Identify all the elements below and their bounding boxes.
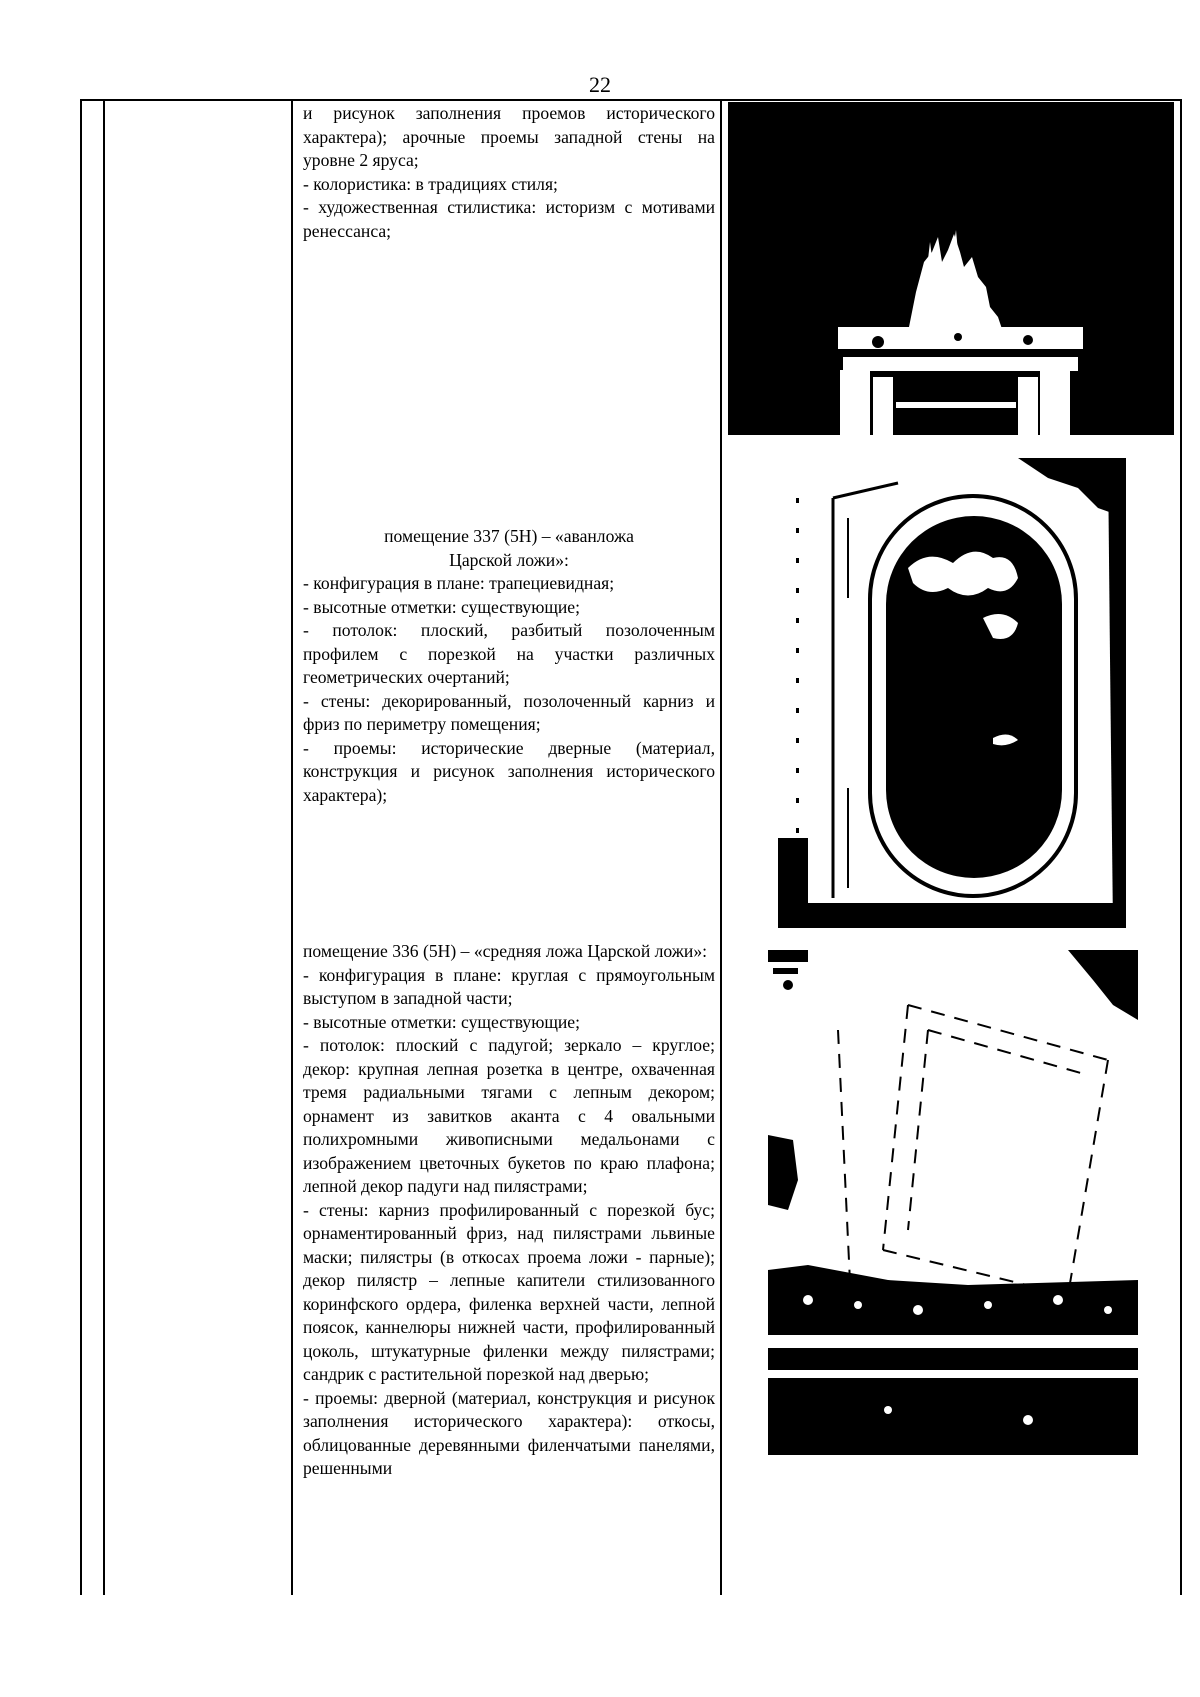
room-heading: помещение 337 (5Н) – «аванложа Царской ложи»: [384, 526, 634, 570]
paragraph: - потолок: плоский, разбитый позолоченным профилем с порезкой на участки различных геометрических очертаний; [303, 620, 715, 687]
paragraph: - стены: карниз профилированный с порезкой бус; орнаментированный фриз, над пилястрами львиные маски; пилястры (в откосах проема ложи - парные); декор пилястр – лепные капители стилизованного коринфского ордера, филенка верхней части, лепной поясок, каннелюры нижней части, профилированный цоколь, штукатурные филенки между пилястрами; сандрик с растительной порезкой над дверью; [303, 1199, 715, 1384]
paragraph: - стены: декорированный, позолоченный карниз и фриз по периметру помещения; [303, 690, 715, 734]
table-column-divider-3 [720, 100, 722, 1595]
paragraph: - потолок: плоский с падугой; зеркало – круглое; декор: крупная лепная розетка в центре, охваченная тремя радиальными тягами с лепным декором; орнамент из завитков аканта с 4 овальными полихромными живописными медальонами с изображением цветочных букетов по краю плафона; лепной декор падуги над пилястрами; [303, 1035, 715, 1196]
ceiling-corner-icon [768, 950, 1138, 1455]
paragraph: и рисунок заполнения проемов исторического характера); арочные проемы западной стены на уровне 2 яруса; [303, 103, 715, 170]
table-border-right [1180, 100, 1182, 1595]
table-column-divider-2 [291, 100, 293, 1595]
paragraph: - высотные отметки: существующие; [303, 1011, 580, 1032]
paragraph: - конфигурация в плане: трапециевидная; [303, 573, 615, 593]
table-column-divider-1 [103, 100, 105, 1595]
text-block-room-336 [303, 940, 715, 1481]
oval-ceiling-icon [778, 458, 1126, 928]
text-block-room-337 [303, 525, 715, 807]
portal-top-icon [728, 102, 1174, 435]
paragraph: - высотные отметки: существующие; [303, 596, 580, 617]
paragraph: - художественная стилистика: историзм с мотивами ренессанса; [303, 197, 715, 241]
table-top-border [80, 99, 1182, 101]
paragraph: - проемы: исторические дверные (материал, конструкция и рисунок заполнения исторического характера); [303, 737, 715, 805]
page-number: 22 [589, 72, 611, 97]
oval-ceiling-photo [778, 458, 1126, 928]
paragraph: - конфигурация в плане: круглая с прямоугольным выступом в западной части; [303, 964, 715, 1008]
table-border-left [80, 100, 82, 1595]
room-heading: помещение 336 (5Н) – «средняя ложа Царской ложи»: [303, 941, 708, 961]
paragraph: - колористика: в традициях стиля; [303, 173, 558, 194]
paragraph: - проемы: дверной (материал, конструкция и рисунок заполнения исторического характера): откосы, облицованные деревянными филенчатыми панелями, решенными [303, 1387, 715, 1478]
ceiling-corner-photo [768, 950, 1138, 1455]
text-block-continuation [303, 102, 715, 243]
portal-top-photo [728, 102, 1174, 435]
